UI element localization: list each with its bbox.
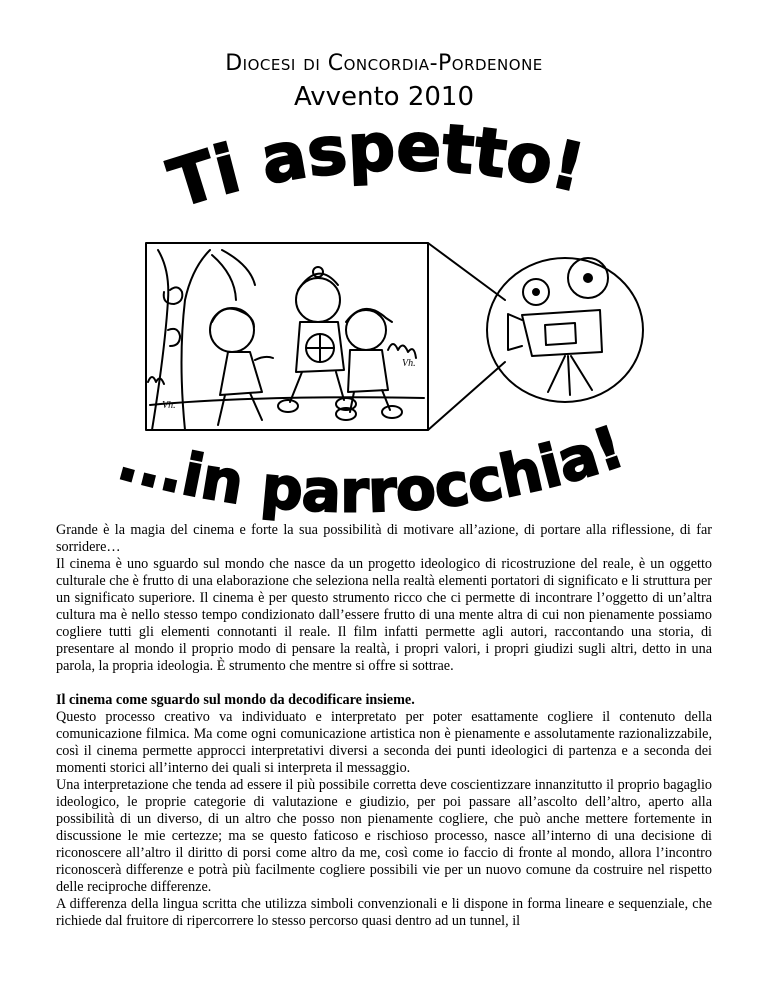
event-title: Avvento 2010 [293,82,475,112]
article-body [56,522,712,930]
paragraph-1: Grande è la magia del cinema e forte la sua possibilità di motivare all’azione, di portare alla riflessione, di far sorridere… [56,522,712,555]
paragraph-4: Una interpretazione che tenda ad essere il più possibile corretta deve coscientizzare innanzitutto il proprio bagaglio ideologico, le proprie categorie di valutazione e giudizio, per poi passare all’ascolto dell’altro, aperto alla possibilità di un diverso, di un altro che posso non pienamente cogliere, che può anche mettere fortemente in discussione le mie certezze; ma se questo faticoso e rischioso processo, nasce all’interno di una decisione di riconoscere all’altro il diritto di porsi come altro da me, così come io faccio di fronte al mondo, allora l’incontro riconoscerà differenze e potrà più facilmente cogliere possibili vie per un nuovo comune da costruire nel rispetto delle reciproche differenze. [56,777,712,895]
paragraph-3: Questo processo creativo va individuato e interpretato per poter esattamente cogliere il contenuto della comunicazione filmica. Ma come ogni comunicazione artistica non è pienamente e assolutamente razionalizzabile, così il cinema permette approcci interpretativi diversi a seconda dei punti ideologici di partenza e a seconda dei momenti storici all’interno dei quali si interpreta il messaggio. [56,709,712,776]
title-line-1-text: Ti aspetto! [160,108,592,224]
camera-body [522,310,602,356]
diocese-name: Diocesi di Concordia-Pordenone [225,51,543,76]
beam-line-top [428,243,505,300]
beam-line-bottom [428,362,505,430]
paragraph-gap [56,675,712,692]
paragraph-2: Il cinema è uno sguardo sul mondo che nasce da un progetto ideologico di ricostruzione del reale, è un oggetto culturale che è frutto di una elaborazione che seleziona nella realtà elementi portatori di significato e li struttura per un significato superiore. Il cinema è per questo strumento ricco che ci permette di incontrare l’oggetto di un’altra cultura ma è nello stesso tempo condizionato dall’essere frutto di una mente altra di cui non pienamente possiamo cogliere tutti gli elementi connotanti il reale. Il film infatti permette agli autori, raccontando una storia, di presentare al mondo il proprio modo di pensare la realtà, i propri valori, i propri giudizi sugli altri, detto in una parola, la propria ideologia. È strumento che mentre si offre si sottrae. [56,556,712,674]
section-heading: Il cinema come sguardo sul mondo da decodificare insieme. [56,692,415,708]
signature-left: Vh. [162,400,176,411]
camera-lens [508,314,522,350]
title-line-2-text: ...in parrocchia! [111,412,632,526]
paragraph-5: A differenza della lingua scritta che utilizza simboli convenzionali e li dispone in forma lineare e sequenziale, che richiede dal fruitore di ripercorrere lo stesso percorso quasi dentro ad un tunnel, il [56,896,712,929]
camera-circle [487,258,643,402]
signature-right: Vh. [402,358,416,369]
